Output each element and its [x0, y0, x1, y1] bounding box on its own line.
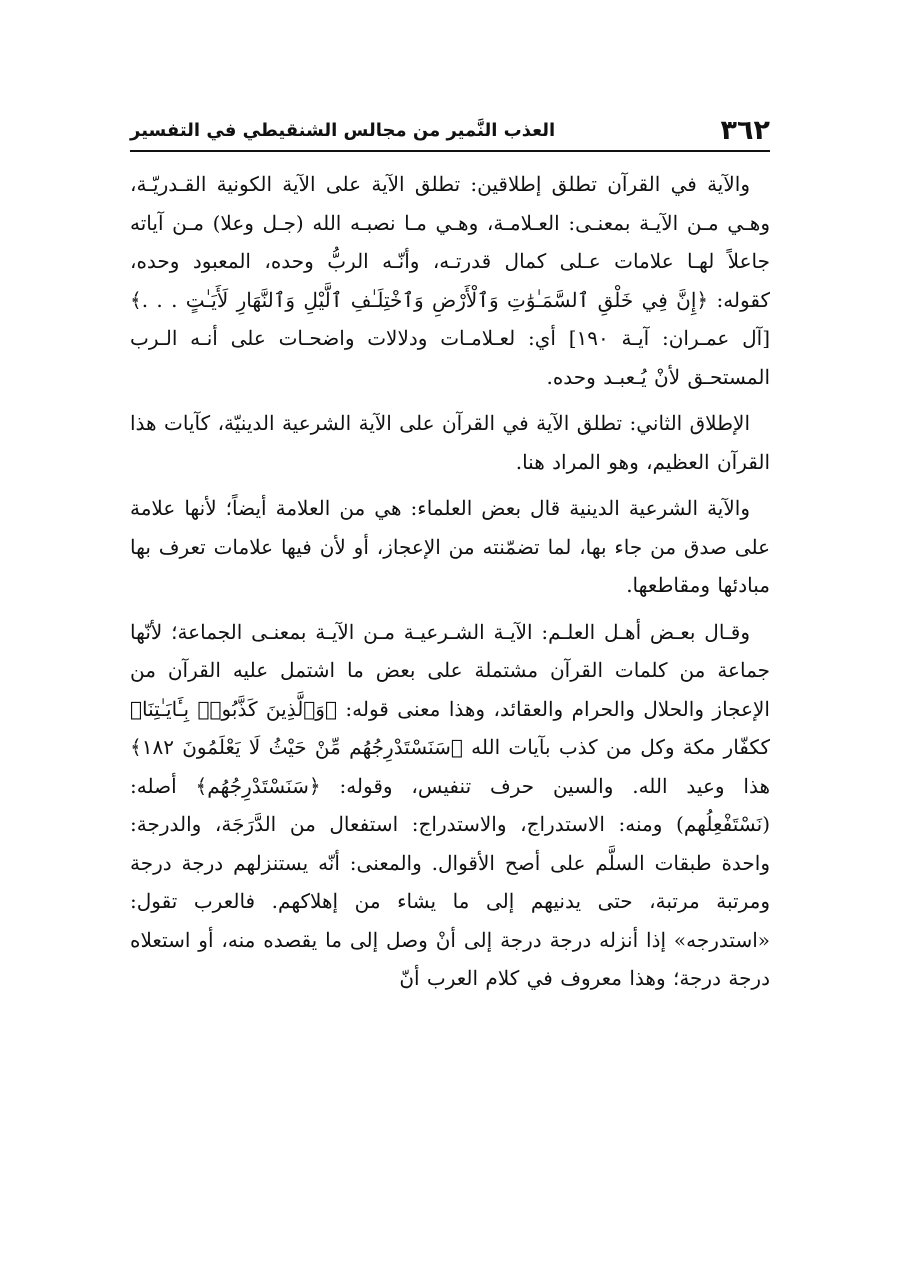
paragraph-second-sense: الإطلاق الثاني: تطلق الآية في القرآن على الآية الشرعية الدينيّة، كآيات هذا القرآن العظيم، وهو المراد هنا. — [130, 411, 770, 474]
page-body — [130, 165, 770, 1191]
page-header — [130, 108, 770, 152]
paragraph-shariyya: والآية الشرعية الدينية قال بعض العلماء: هي من العلامة أيضاً؛ لأنها علامة على صدق من جاء بها، لما تضمّنته من الإعجاز، أو لأن فيها علامات تعرف بها مبادئها ومقاطعها. — [130, 496, 770, 597]
running-title: العذب النَّمير من مجالس الشنقيطي في التفسير — [130, 119, 556, 141]
page-number: ٣٦٢ — [720, 114, 770, 146]
paragraph-jamaa: وقـال بعـض أهـل العلـم: الآيـة الشـرعيـة مـن الآيـة بمعنـى الجماعة؛ لأنّها جماعة من كلمات القرآن مشتملة على بعض ما اشتمل عليه القرآن من الإعجاز والحلال والحرام والعقائد، وهذا معنى قوله: ﴿وَٱلَّذِينَ كَذَّبُوا۟ بِـَٔايَـٰتِنَا﴾ ككفّار مكة وكل من كذب بآيات الله ﴿سَنَسْتَدْرِجُهُم مِّنْ حَيْثُ لَا يَعْلَمُونَ ١٨٢﴾ هذا وعيد الله. والسين حرف تنفيس، وقوله: ﴿سَنَسْتَدْرِجُهُم﴾ أصله: (نَسْتَفْعِلُهم) ومنه: الاستدراج، والاستدراج: استفعال من الدَّرَجَة، والدرجة: واحدة طبقات السلَّم على أصح الأقوال. والمعنى: أنّه يستنزلهم درجة درجة ومرتبة مرتبة، حتى يدنيهم إلى ما يشاء من إهلاكهم. فالعرب تقول: «استدرجه» إذا أنزله درجة درجة إلى أنْ وصل إلى ما يقصده منه، أو استعلاه درجة درجة؛ وهذا معروف في كلام العرب أنّ — [130, 619, 770, 990]
paragraph-kawniyya: والآية في القرآن تطلق إطلاقين: تطلق الآية على الآية الكونية القـدريّـة، وهـي مـن الآيـة بمعنـى: العـلامـة، وهـي مـا نصبـه الله (جـل وعلا) مـن آياته جاعلاً لهـا علامات عـلى كمال قدرتـه، وأنّـه الربُّ وحده، المعبود وحده، كقوله: ﴿إِنَّ فِي خَلْقِ ٱلسَّمَـٰوَٰتِ وَٱلْأَرْضِ وَٱخْتِلَـٰفِ ٱلَّيْلِ وَٱلنَّهَارِ لَأَيَـٰتٍ . . .﴾ [آل عمـران: آيـة ١٩٠] أي: لعـلامـات ودلالات واضحـات على أنـه الـرب المستحـق لأنْ يُـعبـد وحده. — [130, 172, 770, 389]
header-divider — [130, 150, 770, 152]
